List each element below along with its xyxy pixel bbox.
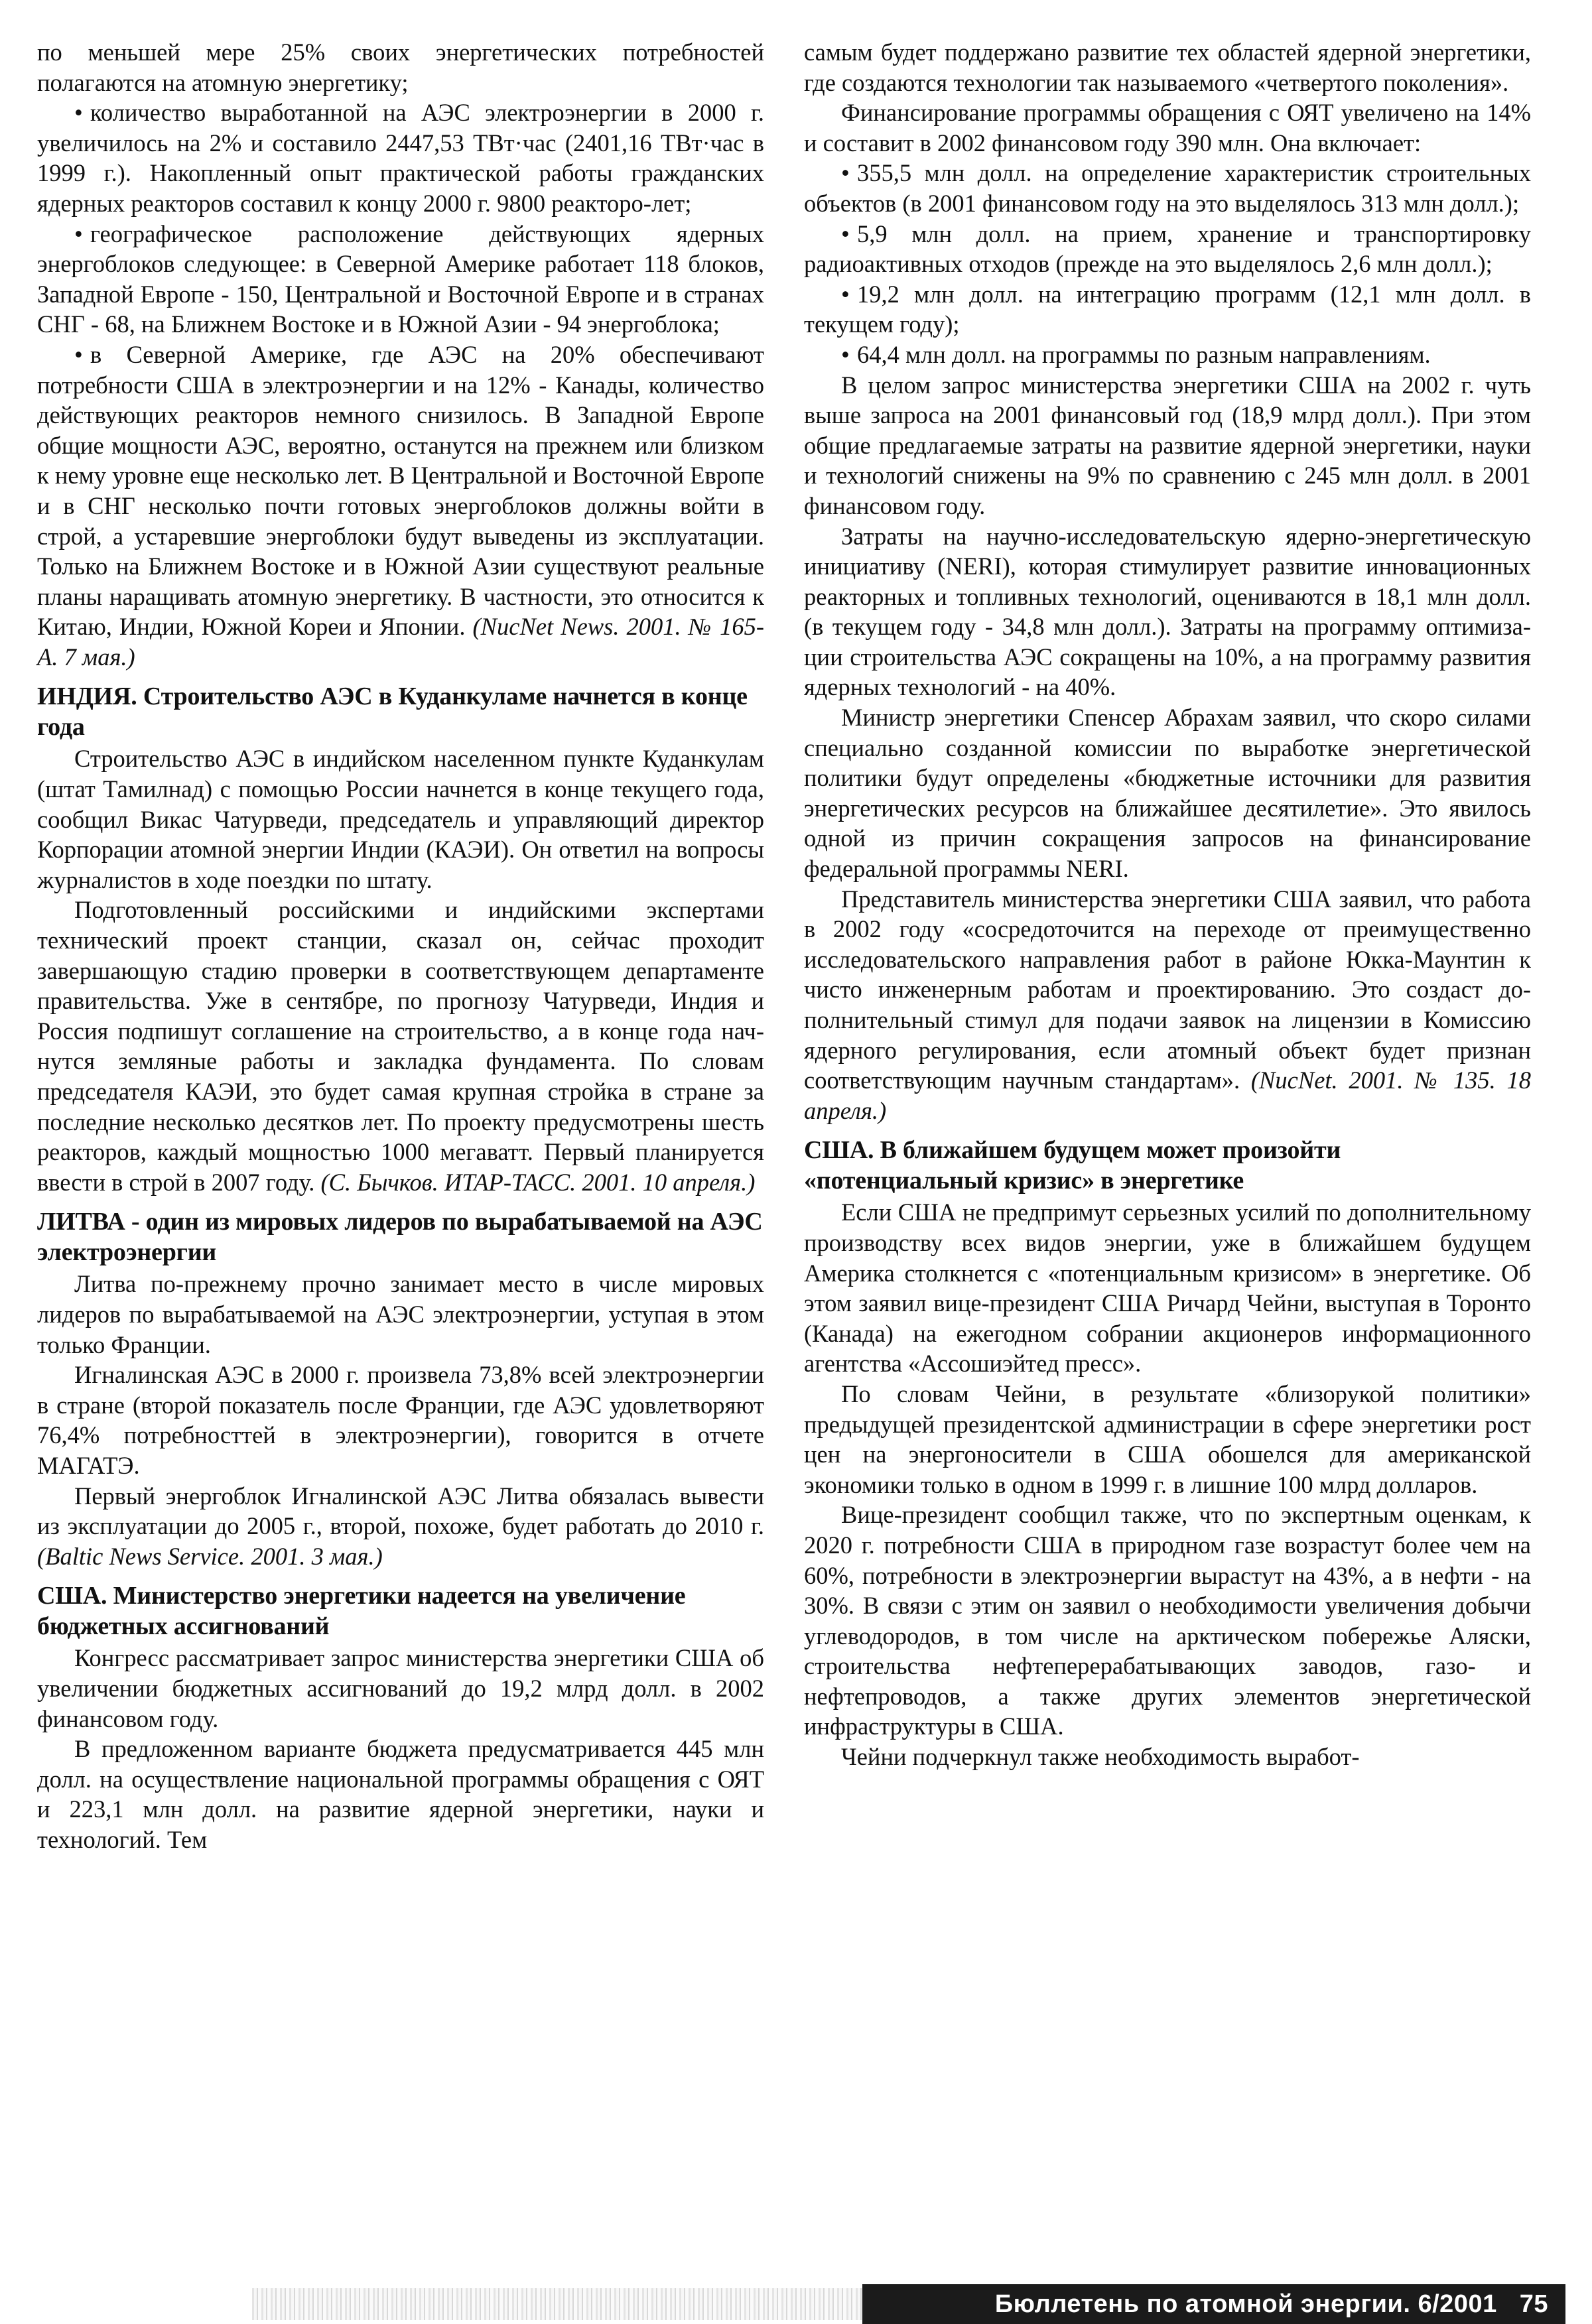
bullet-icon: • xyxy=(841,280,850,308)
article-heading-india: ИНДИЯ. Строительство АЭС в Куданкуламе начнется в конце года xyxy=(37,682,748,742)
bullet-text: в Северной Америке, где АЭС на 20% обеспечивают потребности США в электроэнергии и на 12% - Канады, количество действующих реакторов немного снизилось. В Западной Европе общие мощности АЭС, вероятно, останутся на прежнем или близком к нему уровне еще несколько лет. В Центральной и Восточной Европе и в СНГ несколько почти готовых энергоблоков должны войти в строй, а устаревшие энергоблоки будут выведены из эксплуатации. Только на Ближнем Востоке и в Южной Азии существуют реальные планы наращивать атомную энергетику. В частности, это относится к Китаю, Индии, Южной Кореи и Японии. xyxy=(37,340,764,641)
paragraph: В предложенном варианте бюджета предусматривается 445 млн долл. на осуществление национальной программы обращения с ОЯТ и 223,1 млн долл. на развитие ядерной энергетики, науки и технологий. Тем xyxy=(37,1735,764,1853)
bullet-text: 5,9 млн долл. на прием, хранение и транспортировку радиоактивных отходов (прежде на это выделялось 2,6 млн долл.); xyxy=(804,220,1531,278)
page xyxy=(37,37,1531,2272)
bullet-item xyxy=(37,340,764,673)
bullet-icon: • xyxy=(74,99,83,127)
source-citation: (NucNet News. 2001. № 165-A. 7 мая.) xyxy=(37,613,764,671)
bullet-icon: • xyxy=(841,159,850,187)
bullet-icon: • xyxy=(841,340,850,368)
bullet-text: 19,2 млн долл. на интеграцию программ (12,1 млн долл. в текущем году); xyxy=(804,280,1531,338)
paragraph: В целом запрос министерства энергетики США на 2002 г. чуть выше запроса на 2001 финансовый год (18,9 млрд долл.). При этом общие предлагаемые затраты на развитие ядерной энергетики, науки и технологий снижены на 9% по сравнению с 245 млн долл. в 2001 финансовом году. xyxy=(804,371,1531,519)
footer-bar xyxy=(862,2284,1565,2324)
paragraph xyxy=(804,884,1531,1126)
bullet-text: 64,4 млн долл. на программы по разным направлениям. xyxy=(857,340,1431,368)
bullet-text: количество выработанной на АЭС электроэнергии в 2000 г. увеличилось на 2% и составило 2447,53 ТВт·час (2401,16 ТВт·час в 1999 г.). Накопленный опыт практической работы гражданских ядерных реакторов составил к концу 2000 г. 9800 реакторо-лет; xyxy=(37,99,764,217)
article-heading-usa-crisis: США. В ближайшем будущем может произойти «потенциальный кризис» в энергетике xyxy=(804,1136,1341,1195)
footer-texture xyxy=(252,2288,915,2320)
paragraph: Строительство АЭС в индийском населенном пункте Куданкулам (штат Тамилнад) с помощью России начнется в конце текущего года, сообщил Викас Чатурведи, председатель и управляющий директор Корпорации атомной энергии Индии (КАЭИ). Он ответил на вопросы журналистов в ходе поездки по штату. xyxy=(37,745,764,893)
paragraph: Затраты на научно-исследовательскую ядерно-энергетическую инициативу (NERI), которая стимулирует развитие инновационных реакторных и топливных технологий, оцениваются в 18,1 млн долл. (в текущем году - 34,8 млн долл.). Затраты на программу оптимизации строительства АЭС сокращены на 10%, а на программу развития ядерных технологий - на 40%. xyxy=(804,522,1531,701)
paragraph: По словам Чейни, в результате «близорукой политики» предыдущей президентской администрации в сфере энергетики рост цен на энергоносители в США обошелся для американской экономики только в одном в 1999 г. в лишние 100 млрд долларов. xyxy=(804,1380,1531,1498)
paragraph: Вице-президент сообщил также, что по экспертным оценкам, к 2020 г. потребности США в природном газе возрастут более чем на 60%, потребности в электроэнергии вырастут на 43%, а в нефти - на 30%. В связи с этим он заявил о необходимости увеличения добычи углеводородов, в том числе на арктическом побережье Аляски, строительства нефтеперерабатывающих заводов, газо- и нефтепроводов, а также других элементов энергетической инфраструктуры в США. xyxy=(804,1501,1531,1740)
bullet-item xyxy=(804,279,1531,340)
paragraph: Министр энергетики Спенсер Абрахам заявил, что скоро силами специально созданной комиссии по выработке энергетической политики будут определены «бюджетные источники для развития энергетических ресурсов на ближайшее десятилетие». Это явилось одной из причин сокращения запросов на финансирование федеральной программы NERI. xyxy=(804,704,1531,883)
bullet-text: 355,5 млн долл. на определение характеристик строительных объектов (в 2001 финансовом году на это выделялось 313 млн долл.); xyxy=(804,159,1531,217)
page-footer xyxy=(0,2284,1592,2324)
paragraph: Чейни подчеркнул также необходимость выработ- xyxy=(841,1743,1360,1771)
paragraph-text: Подготовленный российскими и индийскими экспертами технический проект станции, сказал он, сейчас проходит завершающую стадию проверки в соответствующем департаменте правительства. Уже в сентябре, по прогнозу Чатурведи, Индия и Россия подпишут соглашение на строительство, а в конце года начнутся земляные работы и закладка фундамента. По словам председателя КАЭИ, это будет самая крупная стройка в стране за последние несколько десятков лет. По проекту предусмотрены шесть реакторов, каждый мощностью 1000 мегаватт. Первый планируется ввести в строй в 2007 году. xyxy=(37,896,764,1196)
article-heading-usa-budget: США. Министерство энергетики надеется на увеличение бюджетных ассигнований xyxy=(37,1582,686,1641)
column-left xyxy=(37,37,764,2272)
paragraph: Литва по-прежнему прочно занимает место в числе мировых лидеров по вырабатываемой на АЭС электроэнергии, уступая в этом только Франции. xyxy=(37,1270,764,1358)
bullet-item xyxy=(804,219,1531,279)
bullet-item xyxy=(804,158,1531,218)
bullet-item xyxy=(37,219,764,340)
bullet-text: географическое расположение действующих ядерных энергоблоков следующее: в Северной Америке работает 118 блоков, Западной Европе - 150, Центральной и Восточной Европе и в странах СНГ - 68, на Ближнем Востоке и в Южной Азии - 94 энергоблока; xyxy=(37,220,764,338)
paragraph: Игналинская АЭС в 2000 г. произвела 73,8% всей электроэнергии в стране (второй показатель после Франции, где АЭС удовлетворяют 76,4% потребносттей в электроэнергии), говорится в отчете МАГАТЭ. xyxy=(37,1361,764,1479)
paragraph xyxy=(37,895,764,1197)
paragraph: самым будет поддержано развитие тех областей ядерной энергетики, где создаются технологии так называемого «четвертого поколения». xyxy=(804,38,1531,96)
paragraph-text: Представитель министерства энергетики США заявил, что работа в 2002 году «сосредоточится на переходе от преимущественно исследовательского направления работ в районе Юкка-Маунтин к чисто инженерным работам и проектированию. Это создаст дополнительный стимул для подачи заявок на лицензии в Комиссию ядерного регулирования, если атомный объект будет признан соответствующим научным стандартам». xyxy=(804,885,1531,1094)
paragraph xyxy=(37,1481,764,1572)
bullet-icon: • xyxy=(841,220,850,247)
paragraph: Финансирование программы обращения с ОЯТ увеличено на 14% и составит в 2002 финансовом году 390 млн. Она включает: xyxy=(804,99,1531,157)
page-number: 75 xyxy=(1519,2290,1548,2318)
paragraph: Конгресс рассматривает запрос министерства энергетики США об увеличении бюджетных ассигнований до 19,2 млрд долл. в 2002 финансовом году. xyxy=(37,1644,764,1732)
paragraph: по меньшей мере 25% своих энергетических потребностей полагаются на атомную энергетику; xyxy=(37,38,764,96)
bullet-icon: • xyxy=(74,340,83,368)
paragraph: Если США не предпримут серьезных усилий по дополнительному производству всех видов энергии, уже в ближайшем будущем Америка столкнется с «потенциальным кризисом» в энергетике. Об этом заявил вице-президент США Ричард Чейни, выступая в Торонто (Канада) на ежегодном собрании акционеров информационного агентства «Ассошиэйтед пресс». xyxy=(804,1198,1531,1378)
paragraph-text: Первый энергоблок Игналинской АЭС Литва обязалась вывести из эксплуатации до 2005 г., второй, похоже, будет работать до 2010 г. xyxy=(37,1482,764,1540)
source-citation: (NucNet. 2001. № 135. 18 апреля.) xyxy=(804,1066,1532,1124)
bullet-item xyxy=(37,97,764,218)
journal-title: Бюллетень по атомной энергии. 6/2001 xyxy=(994,2290,1497,2318)
source-citation: (С. Бычков. ИТАР-ТАСС. 2001. 10 апреля.) xyxy=(320,1168,756,1196)
source-citation: (Baltic News Service. 2001. 3 мая.) xyxy=(37,1542,383,1570)
bullet-item xyxy=(804,340,1531,370)
column-right xyxy=(804,37,1531,2272)
article-heading-lithuania: ЛИТВА - один из мировых лидеров по вырабатываемой на АЭС электроэнергии xyxy=(37,1208,763,1267)
bullet-icon: • xyxy=(74,220,83,247)
